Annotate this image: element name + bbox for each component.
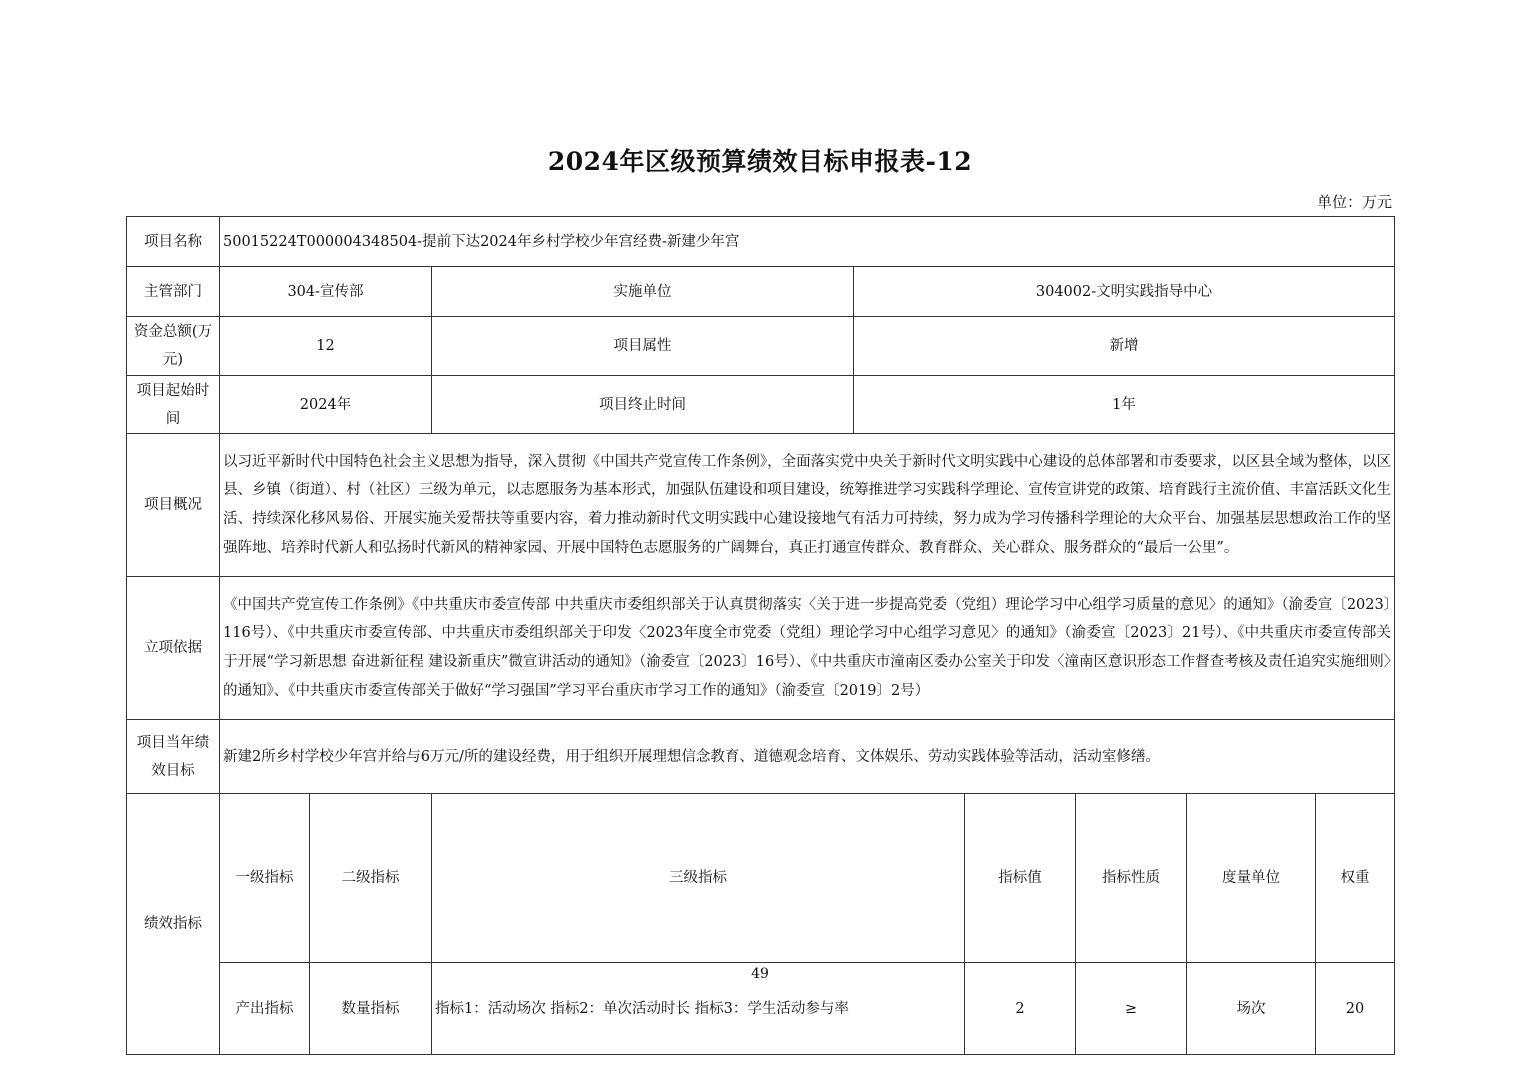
- fund-label: 资金总额(万元): [127, 317, 220, 376]
- perf-header-cell: 度量单位: [1187, 794, 1316, 963]
- attr-value: 新增: [854, 317, 1395, 376]
- perf-header-cell: 三级指标: [432, 794, 965, 963]
- overview-label: 项目概况: [127, 434, 220, 577]
- overview-text: 以习近平新时代中国特色社会主义思想为指导，深入贯彻《中国共产党宣传工作条例》，全面落实党中央关于新时代文明实践中心建设的总体部署和市委要求，以区县全域为整体，以区县、乡镇（街道）、村（社区）三级为单元，以志愿服务为基本形式，加强队伍建设和项目建设，统筹推进学习实践科学理论、宣传宣讲党的政策、培育践行主流价值、丰富活跃文化生活、持续深化移风易俗、开展实施关爱帮扶等重要内容，着力推动新时代文明实践中心建设接地气有活力可持续，努力成为学习传播科学理论的大众平台、加强基层思想政治工作的坚强阵地、培养时代新人和弘扬时代新风的精神家园、开展中国特色志愿服务的广阔舞台，真正打通宣传群众、教育群众、关心群众、服务群众的“最后一公里”。: [220, 434, 1395, 577]
- row-time: [127, 376, 1395, 434]
- dept-value: 304-宣传部: [220, 267, 432, 317]
- perf-label: 绩效指标: [127, 794, 220, 1055]
- attr-label: 项目属性: [432, 317, 854, 376]
- perf-header-row: [127, 794, 1395, 963]
- start-label: 项目起始时间: [127, 376, 220, 434]
- end-value: 1年: [854, 376, 1395, 434]
- perf-header-cell: 二级指标: [310, 794, 432, 963]
- perf-cell-level3: 指标1：活动场次 指标2：单次活动时长 指标3：学生活动参与率: [432, 963, 965, 1055]
- perf-cell-nature: ≥: [1076, 963, 1187, 1055]
- perf-cell-value: 2: [965, 963, 1076, 1055]
- impl-label: 实施单位: [432, 267, 854, 317]
- dept-label: 主管部门: [127, 267, 220, 317]
- page-title: 2024年区级预算绩效目标申报表-12: [547, 147, 973, 176]
- perf-header-cell: 一级指标: [220, 794, 310, 963]
- perf-header-cell: 指标值: [965, 794, 1076, 963]
- row-project-name: [127, 217, 1395, 267]
- page-number: 49: [751, 966, 769, 982]
- row-department: [127, 267, 1395, 317]
- perf-header-cell: 权重: [1316, 794, 1395, 963]
- perf-cell-weight: 20: [1316, 963, 1395, 1055]
- start-value: 2024年: [220, 376, 432, 434]
- basis-label: 立项依据: [127, 577, 220, 720]
- perf-cell-level1: 产出指标: [220, 963, 310, 1055]
- row-fund: [127, 317, 1395, 376]
- unit-label: 单位：万元: [1316, 193, 1392, 211]
- budget-performance-table: [126, 216, 1395, 1055]
- perf-header-cell: 指标性质: [1076, 794, 1187, 963]
- row-basis: [127, 577, 1395, 720]
- impl-value: 304002-文明实践指导中心: [854, 267, 1395, 317]
- goal-label: 项目当年绩效目标: [127, 720, 220, 794]
- perf-cell-level2: 数量指标: [310, 963, 432, 1055]
- basis-text: 《中国共产党宣传工作条例》《中共重庆市委宣传部 中共重庆市委组织部关于认真贯彻落实〈关于进一步提高党委（党组）理论学习中心组学习质量的意见〉的通知》（渝委宣〔2023〕116号）、《中共重庆市委宣传部、中共重庆市委组织部关于印发〈2023年度全市党委（党组）理论学习中心组学习意见〉的通知》（渝委宣〔2023〕21号）、《中共重庆市委宣传部关于开展“学习新思想 奋进新征程 建设新重庆”微宣讲活动的通知》（渝委宣〔2023〕16号）、《中共重庆市潼南区委办公室关于印发〈潼南区意识形态工作督查考核及责任追究实施细则〉的通知》、《中共重庆市委宣传部关于做好“学习强国”学习平台重庆市学习工作的通知》（渝委宣〔2019〕2号）: [220, 577, 1395, 720]
- end-label: 项目终止时间: [432, 376, 854, 434]
- project-name-label: 项目名称: [127, 217, 220, 267]
- goal-text: 新建2所乡村学校少年宫并给与6万元/所的建设经费，用于组织开展理想信念教育、道德观念培育、文体娱乐、劳动实践体验等活动，活动室修缮。: [220, 720, 1395, 794]
- row-overview: [127, 434, 1395, 577]
- fund-value: 12: [220, 317, 432, 376]
- perf-cell-unit: 场次: [1187, 963, 1316, 1055]
- row-goal: [127, 720, 1395, 794]
- project-name-value: 50015224T000004348504-提前下达2024年乡村学校少年宫经费-新建少年宫: [220, 217, 1395, 267]
